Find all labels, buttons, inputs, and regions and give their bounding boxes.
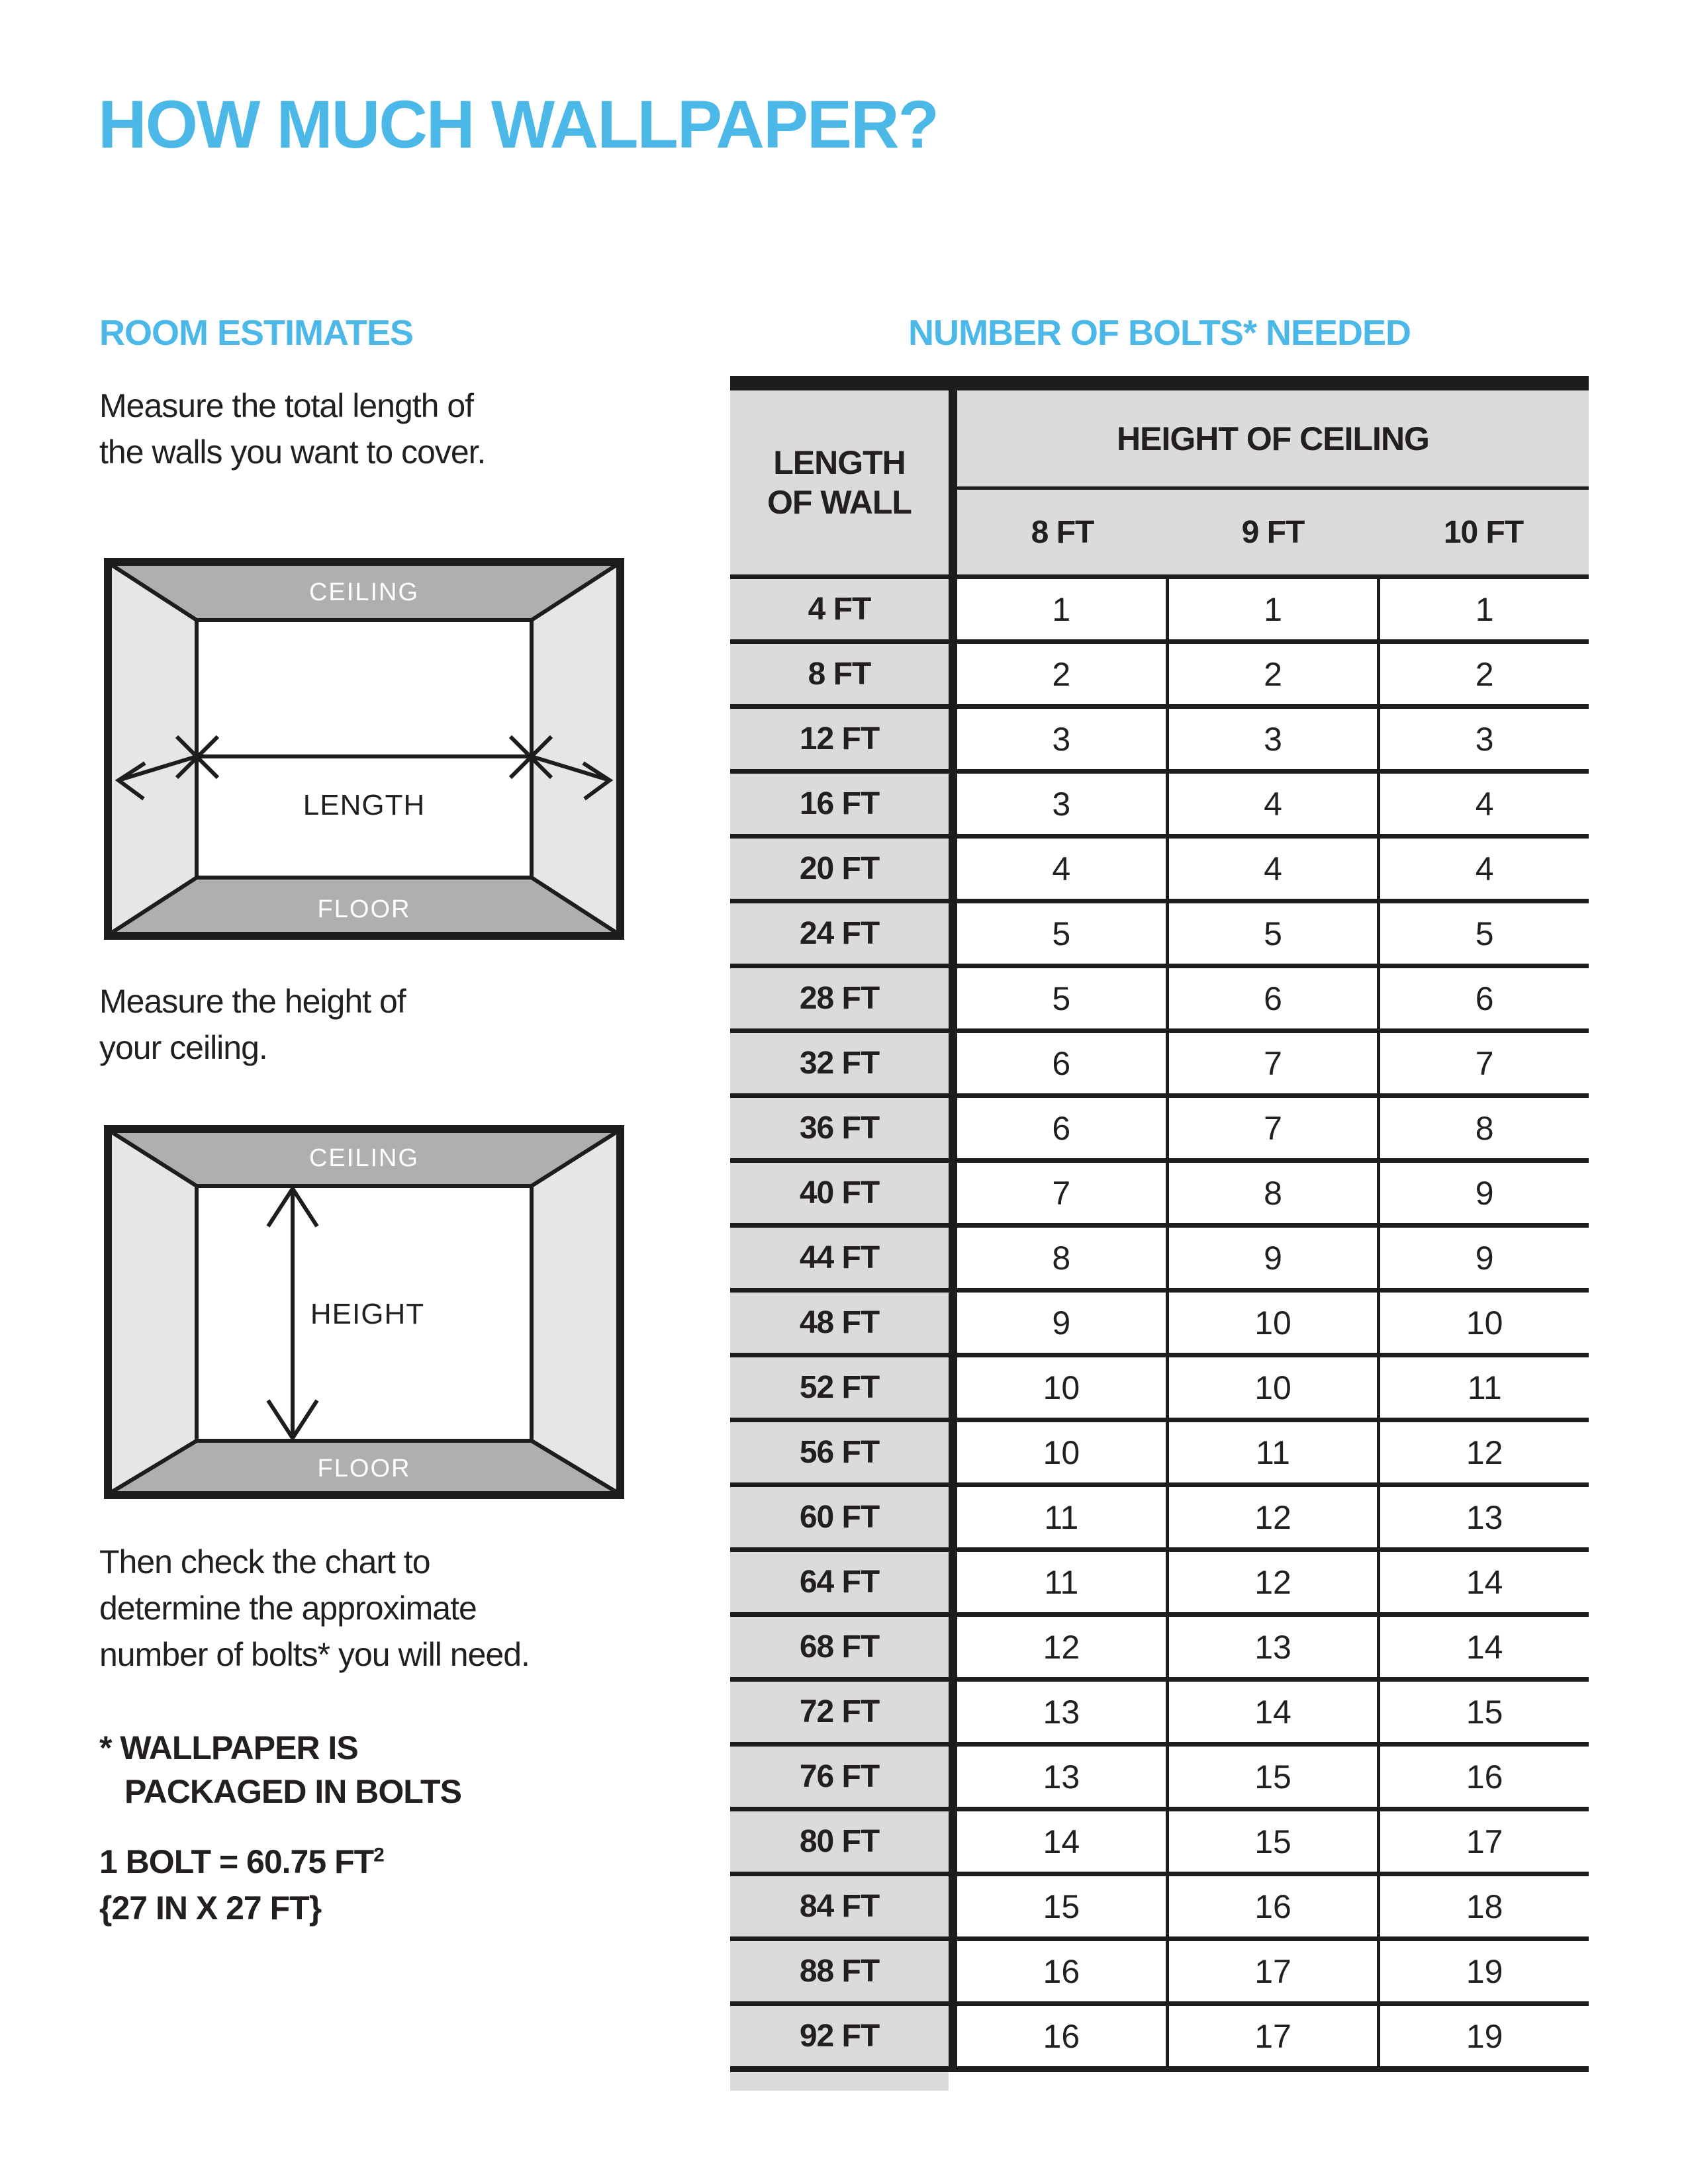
label-column-tab	[730, 2072, 949, 2091]
instruction-line: Measure the height of	[99, 983, 406, 1020]
row-label: 40 FT	[730, 1163, 949, 1223]
bolt-count-cell: 11	[1377, 1357, 1589, 1418]
column-divider	[949, 1487, 957, 1547]
column-divider	[949, 1941, 957, 2001]
column-divider	[949, 579, 957, 639]
bolt-count-cell: 3	[1052, 720, 1071, 758]
table-row	[730, 1028, 1589, 1093]
bolt-count-cell: 4	[1377, 774, 1589, 834]
row-label: 36 FT	[730, 1098, 949, 1158]
instruction-line: determine the approximate	[99, 1590, 477, 1627]
bolt-count-cell: 4	[1166, 774, 1378, 834]
column-divider	[949, 709, 957, 769]
bolt-count-cell: 16	[1377, 1747, 1589, 1807]
row-label: 72 FT	[730, 1682, 949, 1742]
column-divider	[949, 2006, 957, 2066]
instruction-line: Then check the chart to	[99, 1543, 430, 1580]
instruction-line: the walls you want to cover.	[99, 433, 486, 471]
row-label: 60 FT	[730, 1487, 949, 1547]
table-row	[730, 704, 1589, 769]
column-divider	[949, 1682, 957, 1742]
table-row	[730, 1482, 1589, 1547]
bolt-count-cell: 13	[1377, 1487, 1589, 1547]
ceiling-height-column-header: 8 FT	[1031, 514, 1094, 550]
row-label: 52 FT	[730, 1357, 949, 1418]
length-of-wall-header: LENGTH OF WALL	[730, 390, 949, 574]
row-label: 68 FT	[730, 1617, 949, 1677]
bolt-count-cell: 14	[1377, 1617, 1589, 1677]
bolt-count-cell: 17	[1377, 1811, 1589, 1872]
row-label: 56 FT	[730, 1422, 949, 1482]
row-label: 88 FT	[730, 1941, 949, 2001]
table-row	[730, 1677, 1589, 1742]
instruction-measure-length	[99, 383, 485, 475]
bolt-count-cell: 12	[1377, 1422, 1589, 1482]
bolt-count-cell: 18	[1377, 1876, 1589, 1936]
column-divider	[949, 1811, 957, 1872]
bolt-count-cell: 17	[1166, 1941, 1378, 2001]
table-row	[730, 1158, 1589, 1223]
column-divider	[949, 774, 957, 834]
row-label: 92 FT	[730, 2006, 949, 2066]
bolt-count-cell: 7	[1166, 1098, 1378, 1158]
row-label: 76 FT	[730, 1747, 949, 1807]
length-label: LENGTH	[303, 789, 426, 821]
table-row	[730, 639, 1589, 704]
instruction-check-chart	[99, 1539, 530, 1678]
table-header	[730, 390, 1589, 574]
row-label: 64 FT	[730, 1552, 949, 1612]
bolt-count-cell: 15	[1043, 1888, 1080, 1925]
bolt-count-cell: 1	[1052, 590, 1071, 628]
bolt-count-cell: 19	[1377, 2006, 1589, 2066]
table-row	[730, 1547, 1589, 1612]
bolt-count-cell: 7	[1166, 1033, 1378, 1093]
room-height-diagram	[104, 1125, 624, 1502]
column-divider	[949, 1357, 957, 1418]
row-label: 28 FT	[730, 968, 949, 1028]
bolt-count-cell: 5	[1166, 903, 1378, 964]
ceiling-height-column-header: 10 FT	[1443, 514, 1524, 550]
bolt-count-cell: 2	[1377, 644, 1589, 704]
column-divider	[949, 1293, 957, 1353]
table-row	[730, 1418, 1589, 1482]
ceiling-height-subheader-row	[957, 490, 1589, 574]
right-wall-surface	[532, 564, 618, 934]
bolt-count-cell: 12	[1166, 1552, 1378, 1612]
table-row	[730, 1872, 1589, 1936]
column-divider	[949, 903, 957, 964]
back-wall-surface	[197, 620, 532, 878]
bolt-count-cell: 10	[1043, 1369, 1080, 1406]
bolt-count-cell: 1	[1377, 579, 1589, 639]
bolt-count-cell: 17	[1166, 2006, 1378, 2066]
table-heading: NUMBER OF BOLTS* NEEDED	[908, 313, 1411, 353]
table-bottom-border	[730, 2066, 1589, 2072]
table-row	[730, 1807, 1589, 1872]
table-row	[730, 1288, 1589, 1353]
table-row	[730, 834, 1589, 899]
bolt-count-cell: 2	[1166, 644, 1378, 704]
bolt-count-cell: 5	[1377, 903, 1589, 964]
squared-superscript: 2	[373, 1844, 384, 1866]
bolt-count-cell: 7	[1052, 1174, 1071, 1212]
table-row	[730, 1223, 1589, 1288]
left-wall-surface	[110, 564, 197, 934]
column-divider	[949, 1422, 957, 1482]
row-label: 16 FT	[730, 774, 949, 834]
footnote-line: * WALLPAPER IS	[99, 1729, 358, 1766]
column-divider	[949, 1617, 957, 1677]
height-label: HEIGHT	[310, 1298, 425, 1330]
bolt-count-cell: 12	[1043, 1628, 1080, 1666]
table-row	[730, 1353, 1589, 1418]
bolt-size-note	[99, 1839, 384, 1931]
row-label: 8 FT	[730, 644, 949, 704]
bolt-dimensions: {27 IN X 27 FT}	[99, 1889, 322, 1927]
table-row	[730, 2001, 1589, 2066]
bolt-count-cell: 13	[1166, 1617, 1378, 1677]
table-row	[730, 1093, 1589, 1158]
table-rows	[730, 574, 1589, 2066]
column-divider	[949, 390, 957, 574]
bolt-count-cell: 11	[1044, 1563, 1079, 1601]
table-row	[730, 574, 1589, 639]
bolt-count-cell: 13	[1043, 1758, 1080, 1796]
bolt-count-cell: 1	[1166, 579, 1378, 639]
bolt-count-cell: 4	[1377, 839, 1589, 899]
row-label: 44 FT	[730, 1228, 949, 1288]
bolt-count-cell: 3	[1377, 709, 1589, 769]
row-label: 24 FT	[730, 903, 949, 964]
bolt-count-cell: 16	[1043, 1952, 1080, 1990]
bolt-count-cell: 3	[1052, 785, 1071, 823]
bolt-count-cell: 16	[1166, 1876, 1378, 1936]
wallpaper-bolts-table	[730, 376, 1589, 2091]
bolts-footnote	[99, 1726, 461, 1813]
footnote-line: PACKAGED IN BOLTS	[124, 1773, 461, 1810]
bolt-count-cell: 8	[1377, 1098, 1589, 1158]
section-heading-room-estimates: ROOM ESTIMATES	[99, 313, 414, 353]
bolt-count-cell: 8	[1166, 1163, 1378, 1223]
bolt-count-cell: 9	[1166, 1228, 1378, 1288]
table-row	[730, 899, 1589, 964]
bolt-count-cell: 7	[1377, 1033, 1589, 1093]
instruction-line: Measure the total length of	[99, 387, 474, 424]
bolt-count-cell: 9	[1052, 1304, 1071, 1342]
page-title: HOW MUCH WALLPAPER?	[98, 87, 938, 162]
row-label: 32 FT	[730, 1033, 949, 1093]
floor-label: FLOOR	[317, 1455, 411, 1482]
bolt-count-cell: 6	[1052, 1109, 1071, 1147]
column-divider	[949, 1228, 957, 1288]
bolt-count-cell: 4	[1052, 850, 1071, 887]
column-divider	[949, 1163, 957, 1223]
bolt-count-cell: 5	[1052, 915, 1071, 952]
height-of-ceiling-header: HEIGHT OF CEILING	[957, 390, 1589, 486]
column-divider	[949, 1747, 957, 1807]
ceiling-label: CEILING	[308, 578, 420, 606]
bolt-count-cell: 6	[1166, 968, 1378, 1028]
row-label: 20 FT	[730, 839, 949, 899]
instruction-line: number of bolts* you will need.	[99, 1636, 530, 1673]
row-label: 48 FT	[730, 1293, 949, 1353]
table-row	[730, 1742, 1589, 1807]
bolt-count-cell: 4	[1166, 839, 1378, 899]
bolt-count-cell: 11	[1044, 1498, 1079, 1536]
ceiling-label: CEILING	[308, 1144, 420, 1172]
bolt-count-cell: 6	[1377, 968, 1589, 1028]
bolt-count-cell: 9	[1377, 1228, 1589, 1288]
table-row	[730, 769, 1589, 834]
table-row	[730, 964, 1589, 1028]
room-length-diagram	[104, 558, 624, 943]
instruction-line: your ceiling.	[99, 1029, 267, 1066]
bolt-count-cell: 19	[1377, 1941, 1589, 2001]
column-divider	[949, 1876, 957, 1936]
bolt-count-cell: 15	[1166, 1811, 1378, 1872]
left-wall-surface	[110, 1131, 197, 1493]
bolt-count-cell: 6	[1052, 1044, 1071, 1082]
bolt-count-cell: 12	[1166, 1487, 1378, 1547]
instruction-measure-height	[99, 978, 406, 1071]
column-divider	[949, 644, 957, 704]
ceiling-height-column-header: 9 FT	[1241, 514, 1305, 550]
table-row	[730, 1936, 1589, 2001]
floor-label: FLOOR	[317, 895, 411, 923]
bolt-count-cell: 10	[1377, 1293, 1589, 1353]
bolt-count-cell: 9	[1377, 1163, 1589, 1223]
column-divider	[949, 1033, 957, 1093]
row-label: 84 FT	[730, 1876, 949, 1936]
column-divider	[949, 839, 957, 899]
bolt-count-cell: 10	[1043, 1433, 1080, 1471]
bolt-count-cell: 8	[1052, 1239, 1071, 1277]
table-top-border	[730, 376, 1589, 390]
bolt-count-cell: 15	[1377, 1682, 1589, 1742]
bolt-count-cell: 14	[1043, 1823, 1080, 1860]
bolt-count-cell: 2	[1052, 655, 1071, 693]
column-divider	[949, 1552, 957, 1612]
bolt-count-cell: 10	[1166, 1357, 1378, 1418]
bolt-count-cell: 11	[1166, 1422, 1378, 1482]
bolt-count-cell: 3	[1166, 709, 1378, 769]
bolt-equation: 1 BOLT = 60.75 $FT^2$	[99, 1843, 384, 1880]
table-row	[730, 1612, 1589, 1677]
row-label: 12 FT	[730, 709, 949, 769]
bolt-count-cell: 14	[1166, 1682, 1378, 1742]
bolt-count-cell: 10	[1166, 1293, 1378, 1353]
bolt-count-cell: 13	[1043, 1693, 1080, 1731]
bolt-count-cell: 15	[1166, 1747, 1378, 1807]
bolt-count-cell: 14	[1377, 1552, 1589, 1612]
right-wall-surface	[532, 1131, 618, 1493]
bolt-count-cell: 16	[1043, 2017, 1080, 2055]
bolt-count-cell: 5	[1052, 979, 1071, 1017]
column-divider	[949, 1098, 957, 1158]
column-divider	[949, 968, 957, 1028]
row-label: 80 FT	[730, 1811, 949, 1872]
row-label: 4 FT	[730, 579, 949, 639]
